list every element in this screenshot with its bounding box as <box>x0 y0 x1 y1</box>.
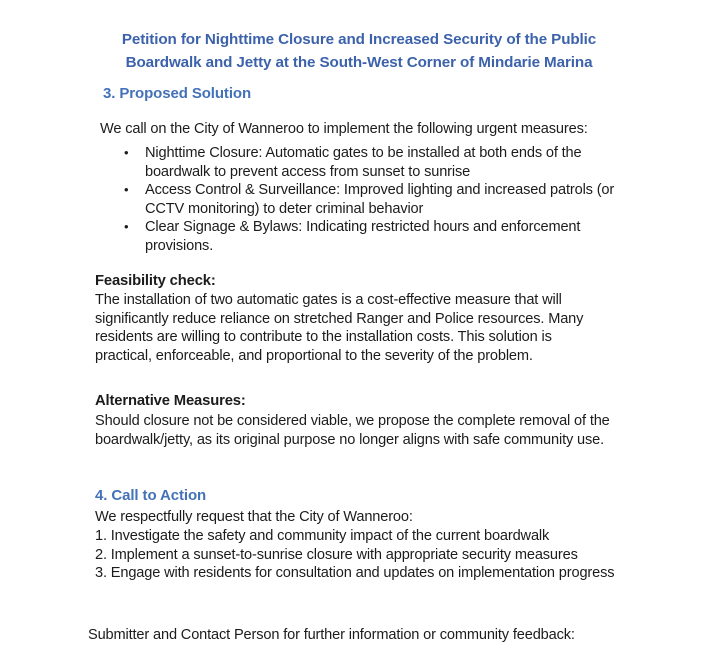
list-item <box>122 181 632 218</box>
list-item-text: Nighttime Closure: Automatic gates to be installed at both ends of the boardwalk to prevent access from sunset to sunrise <box>145 145 582 180</box>
alternative-measures-label: Alternative Measures: <box>95 393 246 409</box>
page-title-line-2: Boardwalk and Jetty at the South-West Corner of Mindarie Marina <box>125 54 593 71</box>
submitter-contact-line: Submitter and Contact Person for further information or community feedback: <box>88 627 575 643</box>
section-heading-call-to-action: 4. Call to Action <box>95 487 207 504</box>
bullet-icon: • <box>124 218 129 234</box>
section-heading-proposed-solution: 3. Proposed Solution <box>103 85 252 102</box>
feasibility-check-paragraph: The installation of two automatic gates is a cost-effective measure that will significantly reduce reliance on stretched Ranger and Police resources. Many residents are willing to contribute to the installation costs. This solution is practical, enforceable, and proportional to the severity of the problem. <box>95 292 584 364</box>
bullet-icon: • <box>124 181 129 197</box>
call-to-action-intro: We respectfully request that the City of Wanneroo: <box>95 509 413 525</box>
list-item <box>122 144 632 181</box>
bullet-icon: • <box>124 144 129 160</box>
call-to-action-list <box>95 527 615 583</box>
page-title-line-1: Petition for Nighttime Closure and Increased Security of the Public <box>121 31 597 48</box>
list-item <box>122 218 632 255</box>
list-item-text: Access Control & Surveillance: Improved lighting and increased patrols (or CCTV monitoring) to deter criminal behavior <box>145 182 615 217</box>
list-item: 1. Investigate the safety and community impact of the current boardwalk <box>95 528 550 544</box>
proposed-measures-list <box>122 144 632 256</box>
list-item-text: Clear Signage & Bylaws: Indicating restricted hours and enforcement provisions. <box>145 219 581 254</box>
alternative-measures-paragraph: Should closure not be considered viable, we propose the complete removal of the boardwalk/jetty, as its original purpose no longer aligns with safe community use. <box>95 413 610 448</box>
page-title <box>104 28 614 74</box>
list-item: 2. Implement a sunset-to-sunrise closure with appropriate security measures <box>95 546 578 563</box>
list-item: 3. Engage with residents for consultation and updates on implementation progress <box>95 565 615 582</box>
feasibility-check-label: Feasibility check: <box>95 273 216 289</box>
proposed-solution-intro: We call on the City of Wanneroo to implement the following urgent measures: <box>100 121 588 137</box>
